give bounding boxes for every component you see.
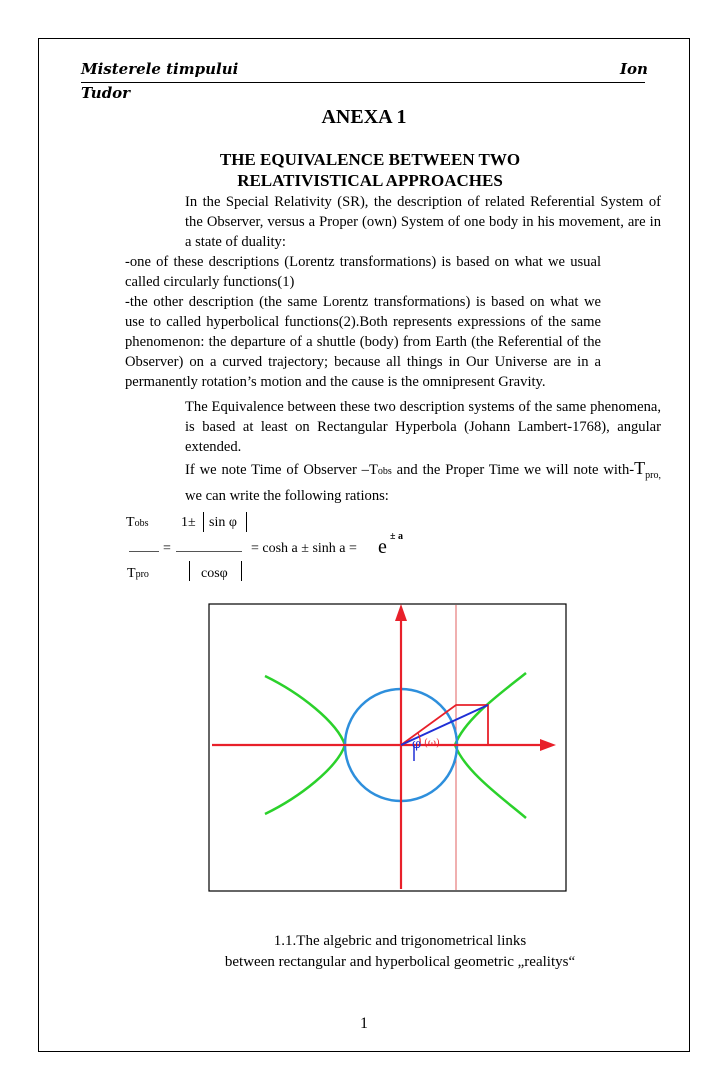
header-right: Ion [620, 60, 648, 78]
note-text-2: and the Proper Time we will note with- [391, 462, 635, 478]
paragraph-equivalence: The Equivalence between these two description systems of the same phenomena, is based at least on Rectangular Hyperbola (Johann Lambert-1768), angular extended. [185, 399, 661, 455]
paragraph-intro: In the Special Relativity (SR), the description of related Referential System of the Observer, versus a Proper (own) System of one body in his movement, are in a state of duality: [185, 194, 661, 250]
y-axis-arrow [395, 604, 407, 621]
formula-denominator: cosφ [201, 566, 228, 581]
caption-line-2: between rectangular and hyperbolical geometric „realitys“ [224, 954, 576, 970]
page-number: 1 [360, 1015, 368, 1032]
formula-exponent: ± a [390, 531, 403, 542]
formula-e: e [378, 536, 387, 558]
note-sub-pro: pro, [645, 469, 661, 481]
note-text-1: If we note Time of Observer –T [185, 462, 378, 478]
note-text-3: we can write the following rations: [185, 487, 389, 504]
phi-label: φ [412, 737, 422, 752]
caption-line-1: 1.1.The algebric and trigonometrical links [273, 933, 527, 949]
header-left: Misterele timpului [81, 60, 239, 78]
title-line-2: RELATIVISTICAL APPROACHES [237, 171, 503, 190]
formula-numerator-sin: sin φ [209, 515, 237, 530]
note-sub-obs: obs [377, 466, 392, 477]
formula-numerator-left: 1± [181, 515, 196, 530]
omega-label: (ω) [424, 738, 440, 749]
note-t-pro: T [634, 458, 646, 478]
formula-t-pro: Tpro [127, 566, 149, 581]
formula-t-obs: Tobs [126, 515, 149, 530]
paragraph-hyperbolic: -the other description (the same Lorentz transformations) is based on what we use to called hyperbolical functions(2).Both represents expressions of the same phenomenon: the departure of a shuttle (body) from Earth (the Referential of the Observer) on a curved trajectory; because all things in Our Universe are in a permanently rotation’s motion and the cause is the omnipresent Gravity. [125, 294, 601, 390]
paragraph-circular: -one of these descriptions (Lorentz transformations) is based on what we usual called circularly functions(1) [125, 254, 601, 290]
header-second-line: Tudor [81, 84, 131, 102]
annex-heading: ANEXA 1 [321, 106, 407, 128]
x-axis-arrow [540, 739, 556, 751]
formula-rhs: = cosh a ± sinh a = [251, 541, 357, 556]
title-line-1: THE EQUIVALENCE BETWEEN TWO [219, 150, 521, 169]
figure-border [209, 604, 566, 891]
formula-equals: = [163, 541, 171, 556]
